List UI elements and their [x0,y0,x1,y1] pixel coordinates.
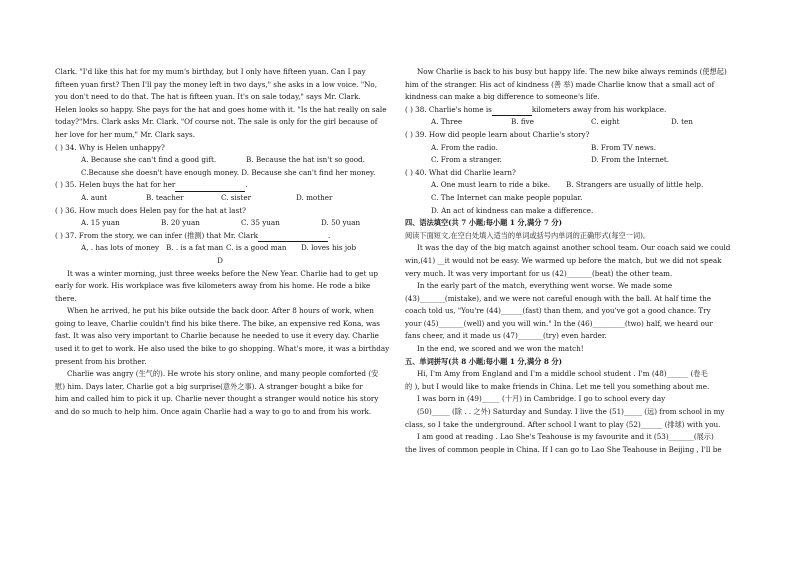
passage-line: very much. It was very important for us (42)_______(beat) the other team. [405,268,673,278]
question-37-options [55,242,385,255]
option-a: A. Because she can't find a good gift. [81,155,217,165]
passage-line: there. [55,293,77,303]
answer-blank [175,182,245,192]
option-d: D. mother [296,192,333,202]
question-39-options-ab [405,142,735,155]
question-38-text: ( ) 38. Charlie's home is [405,104,492,114]
question-36-stem: ( ) 36. How much does Helen pay for the hat at last? [55,205,247,215]
option-c: C. eight [591,117,620,127]
question-34-stem: ( ) 34. Why is Helen unhappy? [55,142,165,152]
passage-line: early for work. His workplace was five kilometers away from his home. He rode a bike [55,281,371,291]
option-a: A, . has lots of money [81,243,160,253]
passage-line: him and called him to pick it up. Charlie never thought a stranger would notice his story [55,394,379,404]
passage-line: It was the day of the big match against another school team. Our coach said we could [417,243,731,253]
option-c: C. The Internet can make people popular. [431,192,583,202]
left-column [55,66,390,419]
option-b: B. . is a fat man [166,243,224,253]
passage-line: I am good at reading . Lao She's Teahouse is my favourite and it (53)_______(展示) [417,432,714,442]
option-c: C. is a good man [226,243,287,253]
passage-line: Clark. "I'd like this hat for my mum's birthday, but I only have fifteen yuan. Can I pay [55,67,366,76]
question-35-stem: ( ) 35. Helen buys the hat for her . [55,179,385,192]
option-d: D. 50 yuan [321,218,361,228]
passage-line: When he arrived, he put his bike outside the back door. After 8 hours of work, when [67,306,374,316]
question-39-stem: ( ) 39. How did people learn about Charlie's story? [405,129,590,139]
passage-line: (43)_______(mistake), and we were not careful enough with the ball. At half time the [405,293,711,303]
option-d: D. loves his job [301,243,357,253]
question-35-options [55,192,385,205]
option-b: B. 20 yuan [161,218,200,228]
question-34-options-cd: C.Because she doesn't have enough money. D. Because she can't find her money. [81,167,376,177]
passage-line: fast. It was also very important to Charlie because he needed to use it every day. Charlie [55,331,379,341]
option-a: A. 15 yuan [81,218,120,228]
passage-line: today?"Mrs. Clark asks Mr. Clark. "Of course not. The sale is only for the girl because of [55,117,378,127]
option-a: A. From the radio. [431,142,498,152]
passage-line: win,(41) __it would not be easy. We warmed up before the match, but we did not speak [405,255,722,265]
option-a: A. aunt [81,192,108,202]
passage-line: coach told us, "You're (44)______(fast) than them, and you've got a good chance. Try [405,306,711,316]
question-34-options-ab [55,154,385,167]
passage-line: going to leave, Charlie couldn't find his bike there. The bike, an expensive red Kona, was [55,318,380,328]
question-38-options [405,116,735,129]
passage-line: In the end, we scored and we won the match! [417,344,584,354]
passage-line: him of the stranger. His act of kindness (善 举) made Charlie know that a small act of [405,79,715,89]
passage-line: Hi, I'm Amy from England and I'm a middle school student . I'm (48)______ (卷毛 [417,369,708,379]
passage-line: In the early part of the match, everything went worse. We made some [417,281,673,291]
passage-line: Helen looks so happy. She pays for the hat and goes home with it. "Is the hat really on sale [55,104,387,114]
passage-line: kindness can make a big difference to someone's life. [405,92,600,102]
passage-line: 的 ), but I would like to make friends in China. Let me tell you something about me. [405,381,710,391]
option-d: D. ten [671,117,693,127]
passage-line: (50)_____ (除 . . 之外) Saturday and Sunday. I live the (51)_____ (远) from school in my [417,407,725,417]
passage-line: used it to get to work. He also used the bike to go shopping. What's more, it was a birthday [55,344,390,354]
passage-line: the lives of common people in China. If I can go to Lao She Teahouse in Beijing , I'll be [405,444,722,454]
question-37-stem: ( ) 37. From the story, we can infer (推测) that Mr. Clark . [55,230,385,243]
option-d: D. An act of kindness can make a difference. [431,205,594,215]
right-column [405,66,735,456]
option-c: C. 35 yuan [241,218,280,228]
passage-line: 慰) him. Days later, Charlie got a big surprise(意外之事). A stranger bought a bike for [55,381,363,391]
passage-line: her love for her mum," Mr. Clark says. [55,129,196,139]
passage-line: It was a winter morning, just three weeks before the New Year. Charlie had to get up [67,268,378,278]
answer-blank [258,232,328,242]
option-d: D. From the Internet. [591,155,670,165]
option-c: C. From a stranger. [431,155,502,165]
question-37-text: ( ) 37. From the story, we can infer (推测) that Mr. Clark [55,230,258,240]
passage-line: and do so much to help him. Once again Charlie had a way to go to and from his work. [55,407,372,417]
passage-line: class, so I take the underground. After school I want to play (52)______ (排球) with you. [405,419,721,429]
passage-line: Charlie was angry (生气的). He wrote his story online, and many people comforted (安 [67,369,379,379]
passage-line: your (45)_______(well) and you will win." In the (46)_________(two) half, we heard our [405,318,713,328]
passage-line: present from his brother. [55,356,147,366]
passage-line: fifteen yuan first? Then I'll pay the money left in two days," she asks in a low voice. "No, [55,79,378,89]
section-4-title: 四、语法填空(共 7 小题;每小题 1 分,满分 7 分) [405,218,562,228]
question-40-stem: ( ) 40. What did Charlie learn? [405,167,516,177]
question-38-tail: kilometers away from his workplace. [531,104,667,114]
question-36-options [55,217,385,230]
passage-line: Now Charlie is back to his busy but happy life. The new bike always reminds (使想起) [417,67,727,76]
option-b: B. From TV news. [591,142,656,152]
option-c: C. sister [221,192,252,202]
option-b: B. Strangers are usually of little help. [566,180,704,190]
question-39-options-cd [405,154,735,167]
option-b: B. teacher [146,192,184,202]
passage-line: fans cheer, and it made us (47)_______(try) even harder. [405,331,607,341]
option-a: A. Three [431,117,463,127]
question-35-text: ( ) 35. Helen buys the hat for her [55,180,176,190]
passage-line: you don't need to do that. The hat is fifteen yuan. It's on sale today," says Mr. Clark. [55,92,361,102]
question-40-options-ab [405,179,735,192]
question-38-stem [405,104,735,117]
section-4-instruction: 阅读下面短文,在空白处填入适当的单词或括号内单词的正确形式(每空一词)。 [405,230,651,240]
option-b: B. five [511,117,534,127]
section-5-title: 五、单词拼写(共 8 小题;每小题 1 分,满分 8 分) [405,356,562,366]
answer-blank [492,106,532,116]
option-b: B. Because the hat isn't so good. [246,155,365,165]
passage-line: I was born in (49)_____ (十月) in Cambridge. I go to school every day [417,394,666,404]
section-marker: D [217,255,223,265]
option-a: A. One must learn to ride a bike. [431,180,551,190]
